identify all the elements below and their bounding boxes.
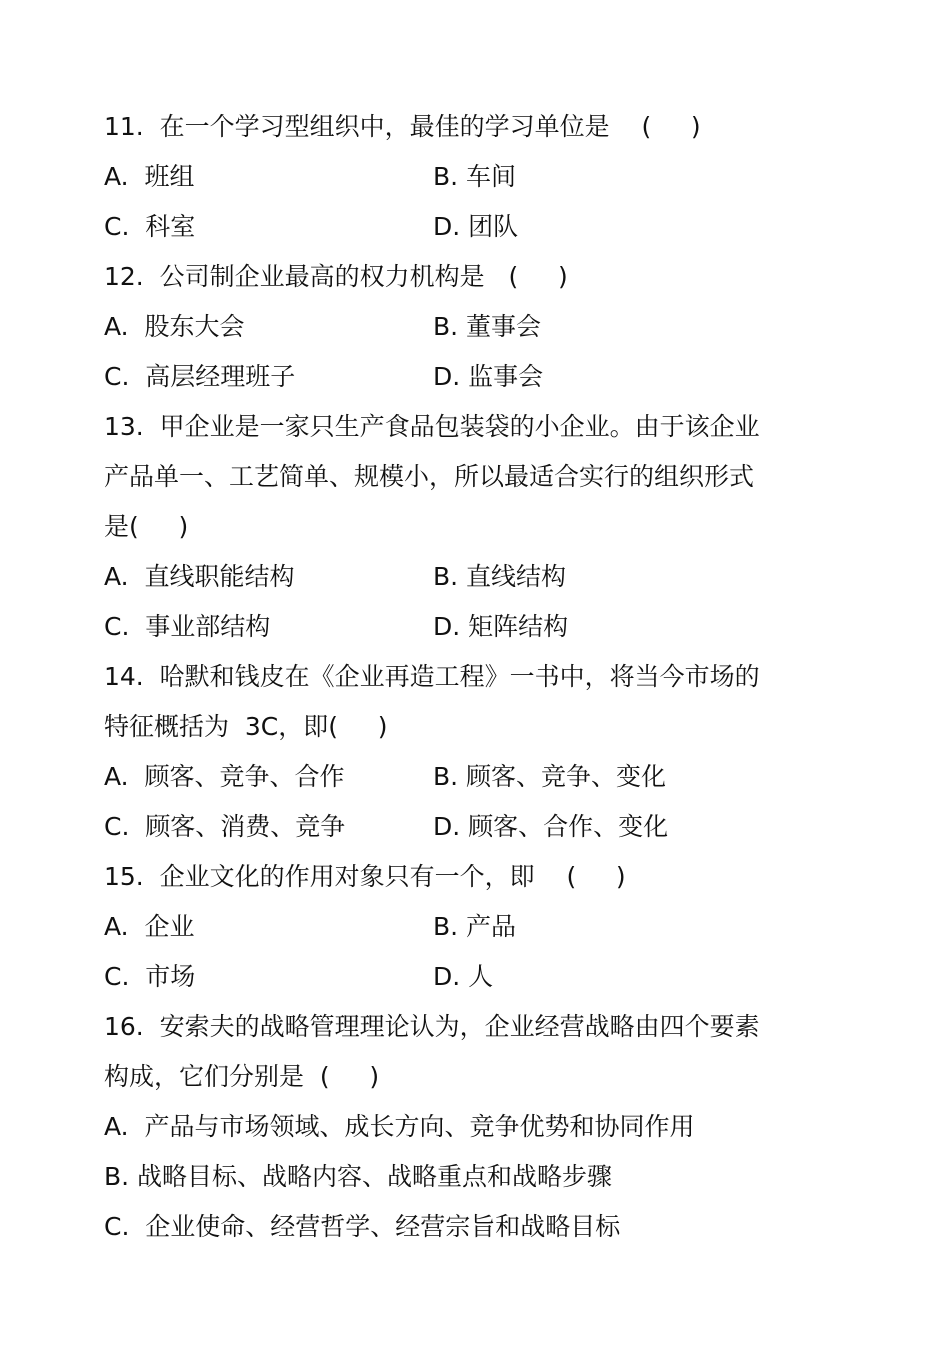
question-13-option-d: D. 矩阵结构 xyxy=(433,612,569,641)
question-14-option-d: D. 顾客、合作、变化 xyxy=(433,812,669,841)
question-11-option-b: B. 车间 xyxy=(433,162,517,191)
question-16-option-a: A. 产品与市场领域、成长方向、竞争优势和协同作用 xyxy=(104,1112,695,1141)
question-16-option-b: B. 战略目标、战略内容、战略重点和战略步骤 xyxy=(104,1162,613,1191)
question-12-option-a: A. 股东大会 xyxy=(104,312,245,341)
question-11-option-a: A. 班组 xyxy=(104,162,195,191)
question-15-option-a: A. 企业 xyxy=(104,912,195,941)
question-15-option-c: C. 市场 xyxy=(104,962,196,991)
question-15-option-b: B. 产品 xyxy=(433,912,517,941)
question-14-option-c: C. 顾客、消费、竞争 xyxy=(104,812,346,841)
question-14-option-b: B. 顾客、竞争、变化 xyxy=(433,762,667,791)
question-14-text-line-1: 14. 哈默和钱皮在《企业再造工程》一书中，将当今市场的 xyxy=(104,662,760,691)
question-13-text-line-3: 是( ) xyxy=(104,512,189,541)
question-11-text: 11. 在一个学习型组织中，最佳的学习单位是 ( ) xyxy=(104,112,701,141)
question-11-option-d: D. 团队 xyxy=(433,212,519,241)
question-12-text: 12. 公司制企业最高的权力机构是 ( ) xyxy=(104,262,568,291)
question-14-text-line-2: 特征概括为 3C，即( ) xyxy=(104,712,388,741)
question-16-text-line-1: 16. 安索夫的战略管理理论认为，企业经营战略由四个要素 xyxy=(104,1012,760,1041)
question-13-option-b: B. 直线结构 xyxy=(433,562,567,591)
question-13-text-line-1: 13. 甲企业是一家只生产食品包装袋的小企业。由于该企业 xyxy=(104,412,760,441)
question-11-option-c: C. 科室 xyxy=(104,212,196,241)
question-13-option-a: A. 直线职能结构 xyxy=(104,562,295,591)
question-15-option-d: D. 人 xyxy=(433,962,494,991)
question-13-option-c: C. 事业部结构 xyxy=(104,612,271,641)
question-14-option-a: A. 顾客、竞争、合作 xyxy=(104,762,345,791)
question-12-option-c: C. 高层经理班子 xyxy=(104,362,296,391)
question-16-text-line-2: 构成，它们分别是 ( ) xyxy=(104,1062,380,1091)
question-13-text-line-2: 产品单一、工艺简单、规模小，所以最适合实行的组织形式 xyxy=(104,462,755,491)
question-12-option-d: D. 监事会 xyxy=(433,362,544,391)
question-16-option-c: C. 企业使命、经营哲学、经营宗旨和战略目标 xyxy=(104,1212,621,1241)
question-12-option-b: B. 董事会 xyxy=(433,312,542,341)
question-15-text: 15. 企业文化的作用对象只有一个，即 ( ) xyxy=(104,862,626,891)
